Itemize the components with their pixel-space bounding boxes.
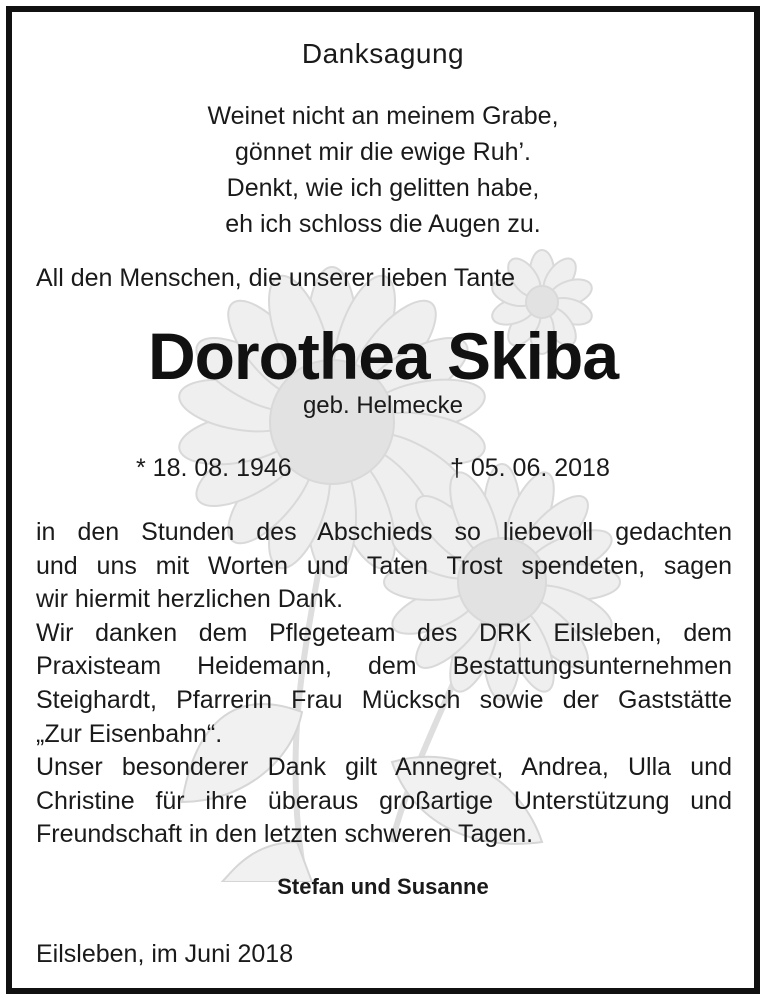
flower-center xyxy=(526,286,558,318)
notice-heading: Danksagung xyxy=(301,38,465,69)
intro-text: All den Menschen, die unserer lieben Tante xyxy=(36,264,516,292)
memorial-verse xyxy=(12,98,754,242)
signature: Stefan und Susanne xyxy=(277,874,489,899)
verse-line: gönnet mir die ewige Ruh’. xyxy=(235,138,531,166)
text-line: Freundschaft in den letzten schweren Tagen. xyxy=(36,820,534,849)
obituary-notice xyxy=(6,6,760,994)
maiden-name: geb. Helmecke xyxy=(302,392,464,419)
text-line: wir hiermit herzlichen Dank. xyxy=(36,585,344,614)
text-line: Unser besonderer Dank gilt Annegret, Andrea, Ulla und xyxy=(36,753,732,782)
thanks-text xyxy=(36,516,732,852)
deceased-name: Dorothea Skiba xyxy=(147,319,619,393)
text-line: Praxisteam Heidemann, dem Bestattungsunternehmen xyxy=(36,652,732,681)
text-line: Steighardt, Pfarrerin Frau Mücksch sowie der Gaststätte xyxy=(36,685,732,714)
text-line: in den Stunden des Abschieds so liebevoll gedachten xyxy=(36,518,732,546)
birth-date: * 18. 08. 1946 xyxy=(136,454,292,482)
text-line: „Zur Eisenbahn“. xyxy=(36,719,223,748)
text-line: Wir danken dem Pflegeteam des DRK Eilsleben, dem xyxy=(36,618,732,647)
death-date: † 05. 06. 2018 xyxy=(450,454,610,482)
verse-line: eh ich schloss die Augen zu. xyxy=(225,210,541,238)
text-line: Christine für ihre überaus großartige Unterstützung und xyxy=(36,786,732,815)
verse-line: Denkt, wie ich gelitten habe, xyxy=(226,174,540,202)
text-line: und uns mit Worten und Taten Trost spendeten, sagen xyxy=(36,551,732,580)
place-date: Eilsleben, im Juni 2018 xyxy=(36,940,294,968)
verse-line: Weinet nicht an meinem Grabe, xyxy=(207,102,559,130)
